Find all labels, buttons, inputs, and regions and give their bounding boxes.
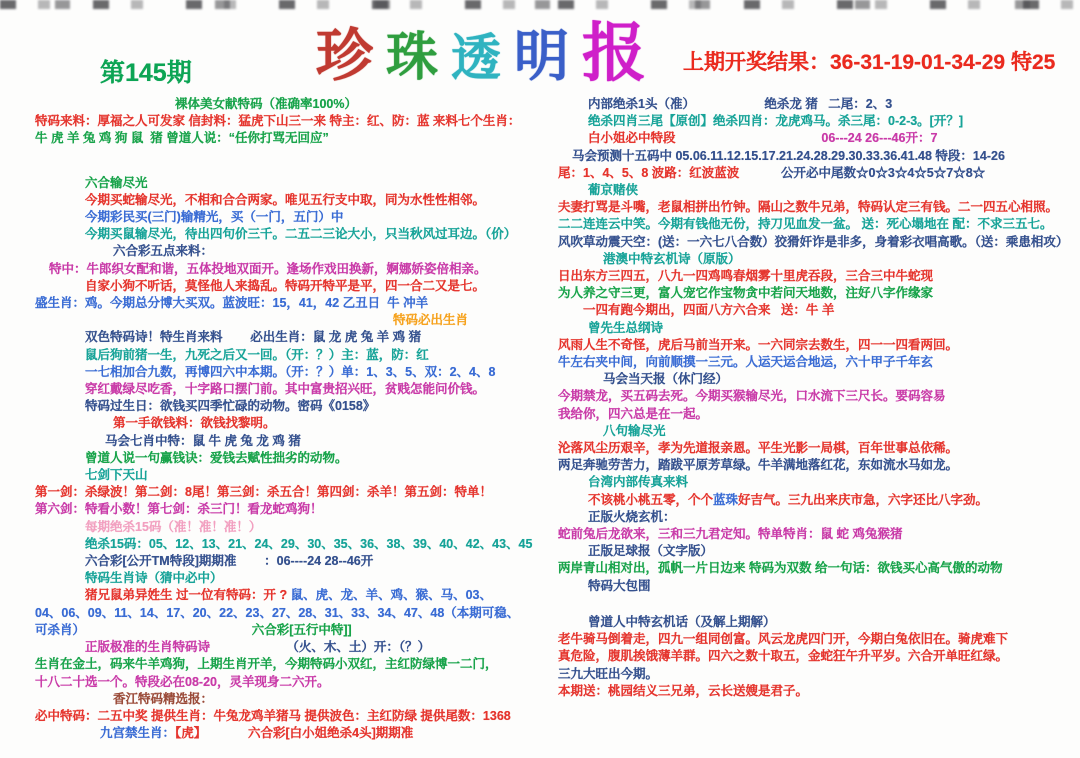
text-line: 真危险，腹肌挨饿薄羊群。四六之数十取五，金蛇狂午升平岁。六合开单旺红绿。 [558, 649, 1009, 664]
text-line [35, 622, 551, 639]
text-line [588, 492, 1076, 509]
text-line: 牛 虎 羊 兔 鸡 狗 鼠 猪 曾道人说：“任你打骂无回应” [35, 131, 329, 146]
text-line: 牛左右夹中间，向前顺摸一三元。人运天运合地运，六十甲子千年玄 [558, 355, 934, 370]
text-line: 第一剑：杀绿波！第二剑：8尾！第三剑：杀五合！第四剑：杀羊！第五剑：特单！ [35, 485, 492, 500]
text-segment: 好吉气。三九出来庆市急，六字还比八字劲。 [738, 492, 989, 507]
text-line: 盛生肖：鸡。今期总分博大买双。蓝波旺：15，41，42 乙丑日 牛 冲羊 [35, 296, 429, 311]
text-segment: （火、木、土）开：（？） [210, 640, 431, 655]
text-line: 特码大包围 [588, 578, 651, 593]
text-line: 葡京赌侠 [588, 183, 639, 198]
text-line: 老牛骑马倒着走，四九一组同创富。风云龙虎四门开，今期白兔依旧在。骑虎难下 [558, 632, 1009, 647]
text-line: 二二连连云中笑。今期有钱他无份，持刀见血发一盆。 送：死心塌地在 配：不求三五七。 [558, 217, 1053, 232]
text-segment: 九宫禁生肖： [100, 726, 176, 741]
text-segment: 不该桃小桃五零，个个 [588, 492, 714, 507]
text-line: 正版火烧玄机： [588, 509, 676, 524]
text-line: 本期送：桃园结义三兄弟，云长送嫂是君子。 [558, 683, 809, 698]
text-line [100, 725, 551, 742]
title-char: 报 [582, 18, 647, 89]
text-line: 八句输尽光 [603, 423, 666, 438]
text-line: 特码必出生肖 [393, 313, 469, 328]
text-line: 风雨人生不奇怪，虎后马前当开来。一六同宗去数生，四一一四看两回。 [558, 337, 959, 352]
text-line: 穿红戴绿尽吃香，十字路口摆门前。其中富贵招兴旺，贫贱怎能问价钱。 [85, 382, 486, 397]
title-char: 珠 [386, 30, 439, 87]
text-line: 港澳中特玄机诗（原版） [603, 251, 741, 266]
text-segment: 正版极准的生肖特码诗 [85, 640, 211, 655]
text-line: 曾先生总纲诗 [588, 320, 664, 335]
title-char: 明 [514, 26, 570, 87]
text-segment: 白小姐必中特段 [588, 131, 676, 146]
text-line: 生肖在金土，码来牛羊鸡狗，上期生肖开羊，今期特码小双红，主红防绿博一二门， [35, 657, 498, 672]
issue-number: 第145期 [100, 59, 192, 87]
text-line: 蛇前兔后龙欲来，三和三九君定知。特单特肖：鼠 蛇 鸡兔猴猪 [558, 527, 903, 542]
paper-title [316, 18, 659, 89]
text-line: 六合彩五点来料： [113, 244, 214, 259]
text-line: 一七相加合九数，再博四六中本期。（开：？）单：1、3、5、双：2、4、8 [85, 364, 496, 379]
text-line: 曾道人中特玄机话（及解上期解） [588, 614, 776, 629]
text-line: 绝杀15码：05、12、13、21、24、29、30、35、36、38、39、40、42、43、45 [85, 536, 533, 551]
text-line: 我给你，四六总是在一起。 [558, 406, 709, 421]
text-line: 特码来料：厚福之人可发家 信封料：猛虎下山三一来 特主：红、防：蓝 来料七个生肖： [35, 114, 521, 129]
text-line: 自家小狗不听话，莫怪他人来捣乱。特码开特平是平，四一合二又是七。 [85, 278, 486, 293]
text-line: 鼠后狗前猪一生，九死之后又一回。（开：？）主：蓝，防：红 [85, 347, 429, 362]
text-line [85, 639, 551, 656]
text-line: 马会预测十五码中 05.06.11.12.15.17.21.24.28.29.30.33.36.41.48 特段：14-26 [572, 148, 1005, 163]
text-line: 十八二十选一个。特段必在08-20，灵羊现身二六开。 [35, 674, 330, 689]
title-char: 珍 [316, 25, 373, 88]
text-segment: 六合彩[白小姐绝杀4头]期期准 [206, 726, 414, 741]
text-line: 两足奔驰劳苦力，踏跋平原芳草绿。牛羊满地落红花，东如流水马如龙。 [558, 458, 959, 473]
text-line: 曾道人说一句赢钱诀：爱钱去赋性拙劣的动物。 [85, 450, 348, 465]
text-line: 风吹草动震天空：(送：一六七八合数）狡猾奸诈是非多，身着彩衣唱高歌。（送：乘患相攻） [558, 234, 1069, 249]
text-line: 今期禁龙，买五码去死。今期买猴输尽光，口水流下三尺长。要码容易 [558, 389, 946, 404]
text-line: 台湾内部传真来料 [588, 475, 689, 490]
text-line: 必中特码：二五中奖 提供生肖：牛兔龙鸡羊猪马 提供波色：主红防绿 提供尾数：1368 [35, 708, 511, 723]
text-line: 香江特码精选报： [113, 691, 214, 706]
text-line: 日出东方三四五，八九一四鸡鸣春烟雾十里虎吞段，三合三中牛蛇现 [558, 269, 934, 284]
text-line: 第六剑：特看小数！第七剑：杀三门！看龙蛇鸡狗！ [35, 502, 323, 517]
text-segment: 公开必中尾数☆0☆3☆4☆5☆7☆8☆ [739, 165, 986, 180]
text-line: 马会七肖中特：鼠 牛 虎 兔 龙 鸡 猪 [105, 433, 301, 448]
text-line: 特码过生日：欲钱买四季忙碌的动物。密码《0158》 [85, 399, 376, 414]
text-line: 七剑下天山 [85, 468, 148, 483]
text-line [588, 130, 1076, 147]
text-line: 两岸青山相对出，孤帆一片日边来 特码为双数 给一句话：欲钱买心高气傲的动物 [558, 561, 1003, 576]
text-segment: 【虎】 [175, 726, 207, 741]
scan-artifact-strip [0, 0, 1080, 9]
text-segment: 可杀肖） [35, 622, 86, 637]
text-segment: 猪兄鼠弟异姓生 过一位有特码：开 ? [85, 588, 291, 603]
text-segment: 六合彩[五行中特]] [85, 622, 352, 637]
right-column [558, 96, 1076, 700]
text-line: 夫妻打骂是斗嘴，老鼠相拼出竹钟。隔山之数牛兄弟，特码认定三有钱。二一四五心相照。 [558, 200, 1059, 215]
title-char: 透 [451, 30, 502, 86]
text-line: 内部绝杀1头（准） 绝杀龙 猪 二尾：2、3 [588, 97, 893, 111]
text-line: 每期绝杀15码（准！准！准！） [85, 519, 262, 534]
left-column [35, 96, 551, 742]
text-line: 双色特码诗！特生肖来料 必出生肖：鼠 龙 虎 兔 羊 鸡 猪 [85, 330, 422, 345]
text-line [558, 165, 1076, 182]
text-line: 六合输尽光 [85, 175, 148, 190]
text-line: 特码生肖诗（猜中必中） [85, 571, 223, 586]
text-line: 马会当天报（休门经） [603, 372, 729, 387]
text-segment: 鼠、虎、龙、羊、鸡、猴、马、03、 [290, 588, 492, 603]
text-segment: 06---24 26---46开：7 [675, 131, 938, 146]
text-segment: 尾：1、4、5、8 波路：红波蓝波 [558, 165, 740, 180]
text-line: 一四有跑今期出，四面八方六合来 送：牛 羊 [583, 303, 835, 318]
text-line: 沦落风尘历艰辛，孝为先道报亲恩。平生光影一局棋，百年世事总依稀。 [558, 441, 959, 456]
last-draw-result: 上期开奖结果：36-31-19-01-34-29 特25 [683, 51, 1056, 74]
text-line: 今期买鼠输尽光，待出四句价三千。二五二三论大小，只当秋风过耳边。（价） [85, 227, 517, 242]
text-line: 裸体美女献特码（准确率100%） [175, 97, 357, 111]
text-line: 为人养之守三更，富人宠它作宝物贪中若问天地数，注好八字作缘家 [558, 286, 934, 301]
text-line: 三九大旺出今期。 [558, 666, 659, 681]
text-line: 正版足球报（文字版） [588, 544, 714, 559]
text-line: 今期买蛇输尽光，不相和合合两家。唯见五行支中取，同为水性性相邻。 [85, 192, 486, 207]
text-line: 04、06、09、11、14、17、20、22、23、27、28、31、33、34、47、48（本期可稳、 [35, 605, 520, 620]
text-line: 今期彩民买(三门)输精光，买（一门，五门）中 [85, 210, 344, 225]
text-line: 特中：牛郎织女配和谐，五体投地双面开。逢场作戏田换新，婀娜娇姿倍相亲。 [49, 261, 487, 276]
text-line [85, 587, 551, 604]
text-line: 六合彩[公开TM特段]期期准 ：06----24 28--46开 [85, 554, 374, 569]
text-line: 第一手欲钱料：欲钱找黎明。 [113, 416, 276, 431]
text-line: 绝杀四肖三尾【原创】绝杀四肖：龙虎鸡马。杀三尾：0-2-3。[开？] [588, 114, 964, 129]
text-segment: 蓝珠 [713, 492, 739, 507]
